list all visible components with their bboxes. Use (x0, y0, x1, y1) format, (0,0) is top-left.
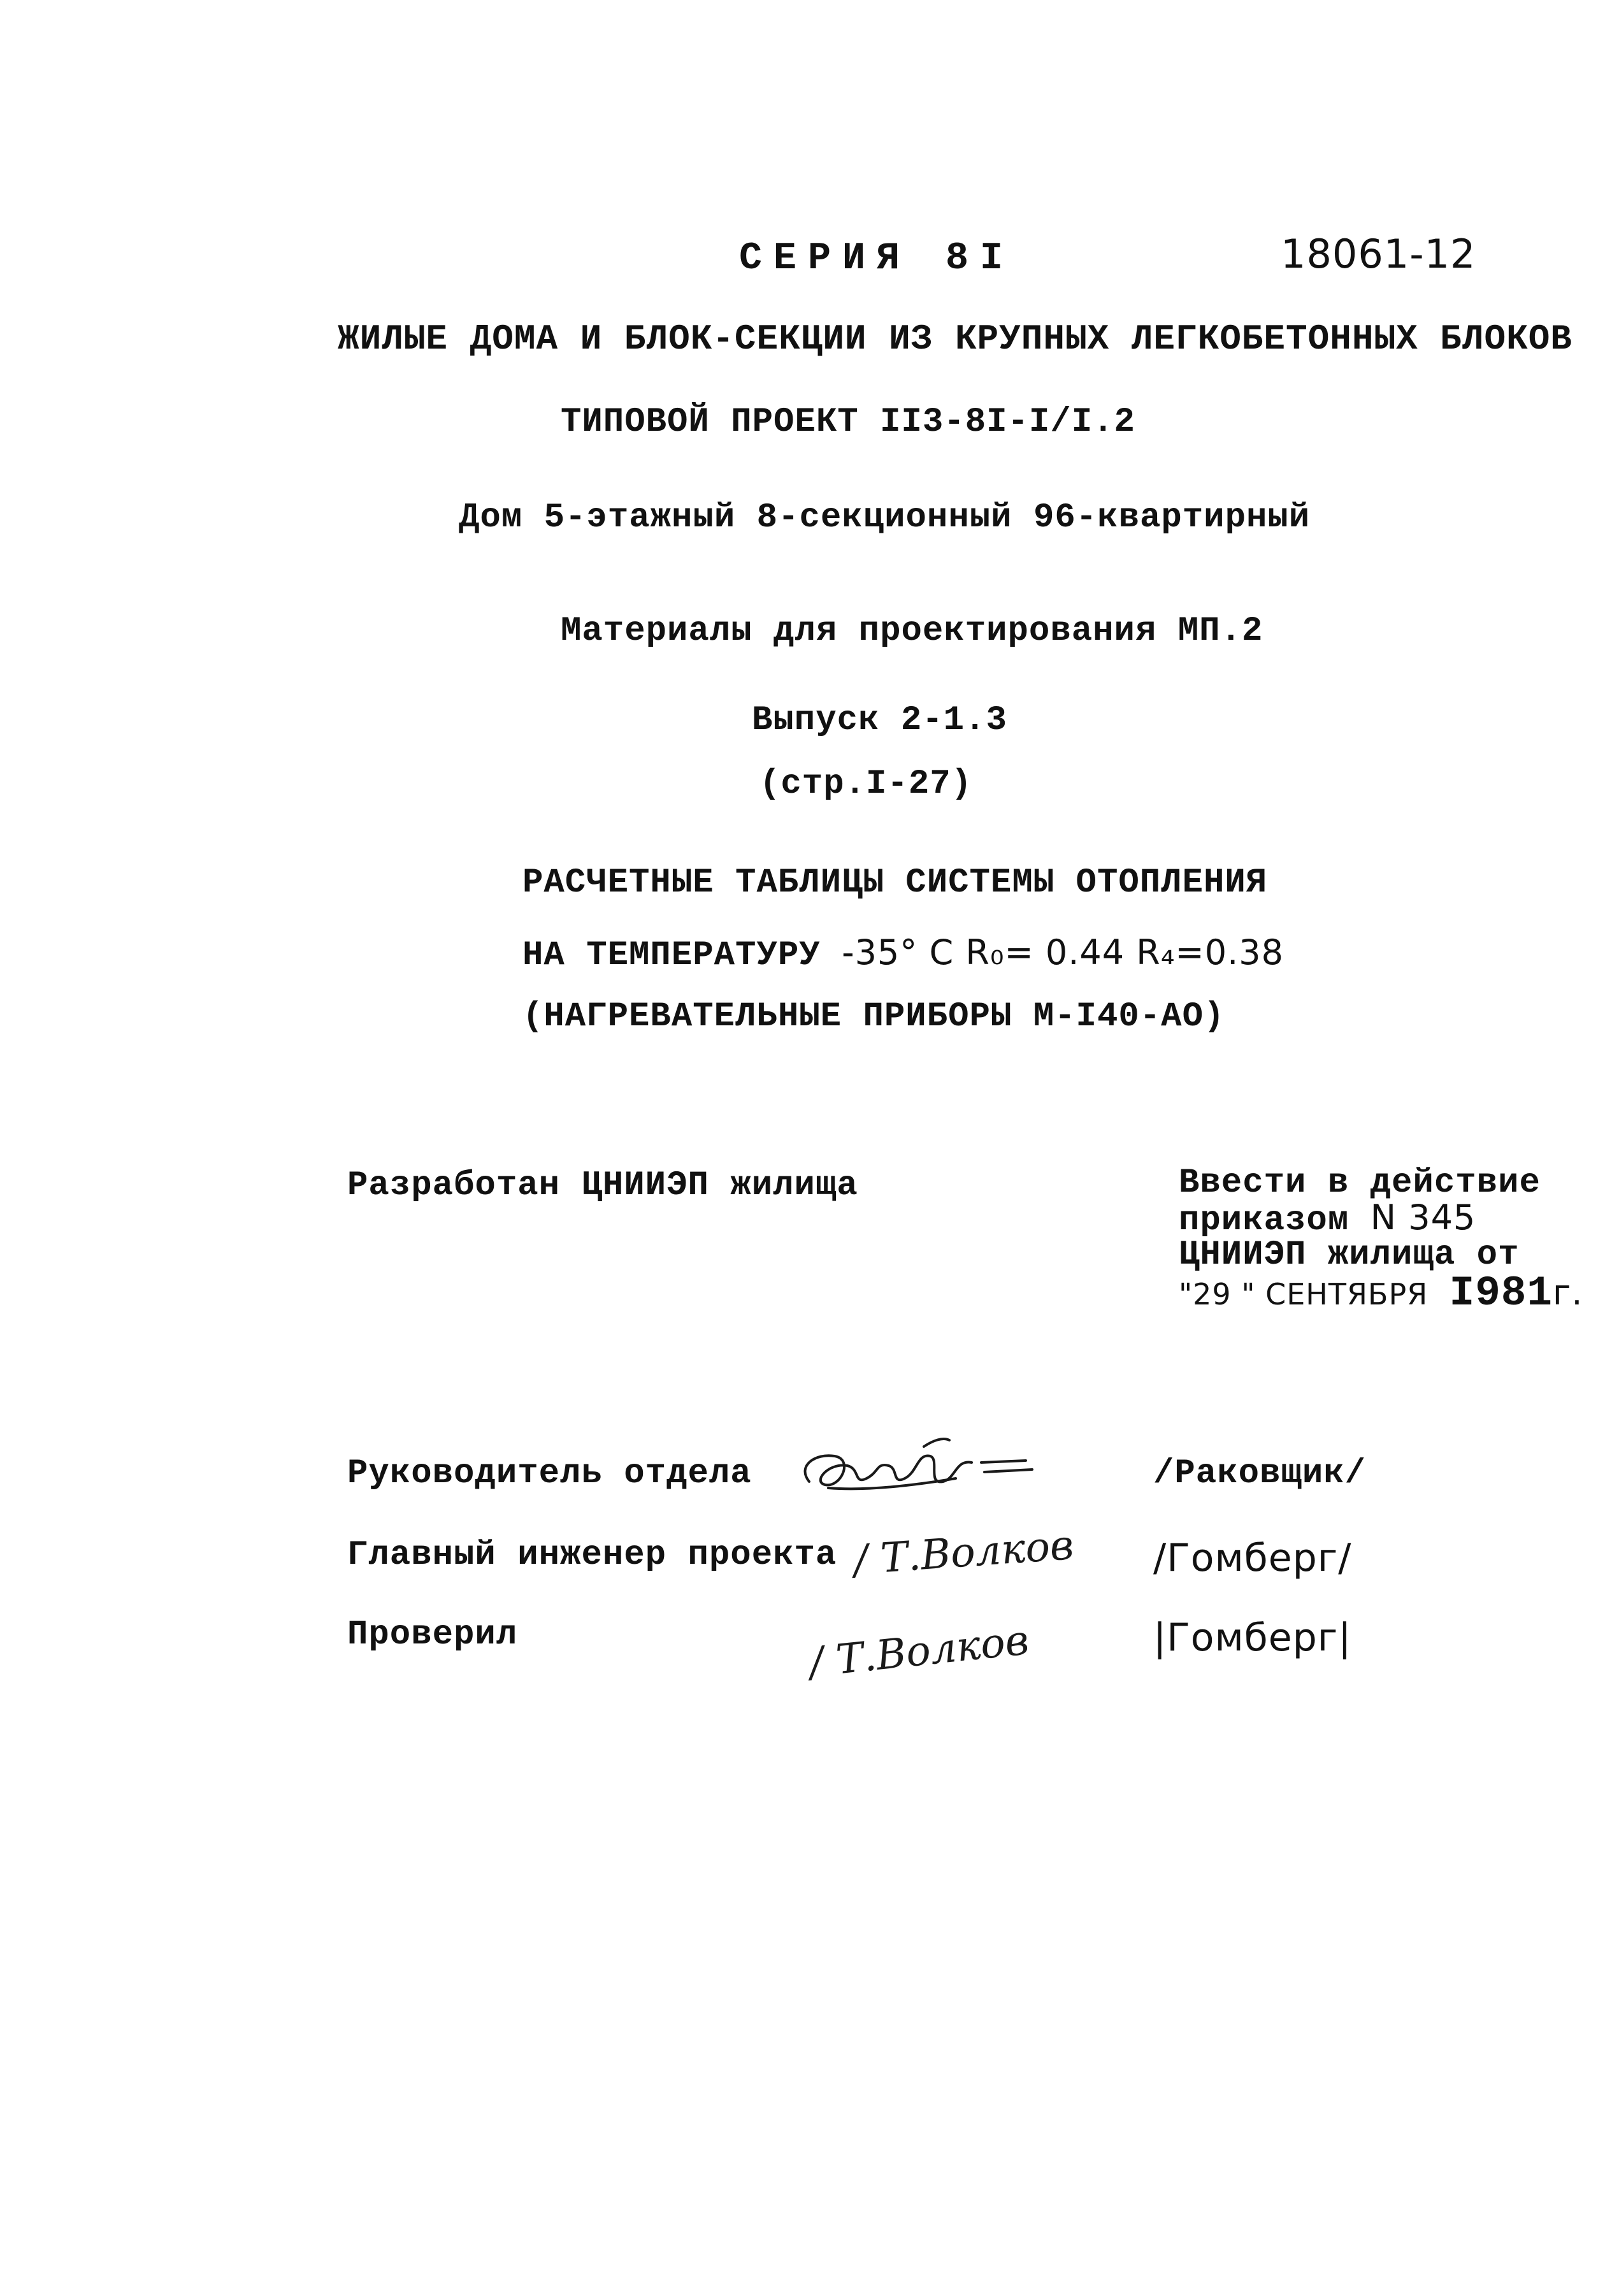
house-description: Дом 5-этажный 8-секционный 96-квартирный (459, 498, 1311, 537)
temperature-values: -35° C R₀= 0.44 R₄=0.38 (842, 932, 1284, 972)
signature-head-of-department (790, 1427, 1045, 1504)
calc-tables-title: РАСЧЕТНЫЕ ТАБЛИЦЫ СИСТЕМЫ ОТОПЛЕНИЯ (522, 863, 1268, 902)
enactment-line-2 (1179, 1197, 1583, 1240)
name-chief-engineer: /Гомберг/ (1153, 1536, 1352, 1580)
enactment-line-4 (1179, 1269, 1583, 1317)
document-number: 18061-12 (1281, 231, 1476, 277)
issue-number: Выпуск 2-1.3 (752, 701, 1007, 740)
year-suffix: г. (1553, 1273, 1583, 1313)
order-label: приказом (1179, 1201, 1349, 1240)
project-code: ТИПОВОЙ ПРОЕКТ II3-8I-I/I.2 (561, 403, 1135, 442)
enactment-line-1: Ввести в действие (1179, 1164, 1541, 1202)
enactment-line-3: ЦНИИЭП жилища от (1179, 1236, 1520, 1274)
heating-devices-line: (НАГРЕВАТЕЛЬНЫЕ ПРИБОРЫ М-I40-АО) (522, 997, 1225, 1036)
role-chief-engineer: Главный инженер проекта (347, 1536, 837, 1575)
signature-chief-engineer: / Т.Волков (852, 1522, 1076, 1584)
temperature-label: НА ТЕМПЕРАТУРУ (522, 936, 821, 975)
name-checked-by: |Гомберг| (1153, 1615, 1352, 1660)
series-heading: СЕРИЯ 8I (739, 237, 1015, 280)
order-number: N 345 (1370, 1197, 1476, 1238)
role-head-of-department: Руководитель отдела (347, 1454, 752, 1493)
signature-checked-by: / Т.Волков (807, 1617, 1032, 1687)
materials-line: Материалы для проектирования МП.2 (561, 612, 1263, 651)
name-head-of-department: /Раковщик/ (1153, 1454, 1367, 1493)
developer-label: Разработан ЦНИИЭП жилища (347, 1166, 858, 1205)
enactment-year: I981 (1449, 1269, 1553, 1317)
document-title: ЖИЛЫЕ ДОМА И БЛОК-СЕКЦИИ ИЗ КРУПНЫХ ЛЕГКОБЕТОННЫХ БЛОКОВ (338, 319, 1572, 359)
enactment-date: "29 " СЕНТЯБРЯ (1179, 1277, 1428, 1311)
page-range: (стр.I-27) (759, 765, 973, 804)
role-checked-by: Проверил (347, 1615, 518, 1654)
enactment-block (1179, 1166, 1583, 1315)
calc-temperature-line (522, 932, 1284, 975)
